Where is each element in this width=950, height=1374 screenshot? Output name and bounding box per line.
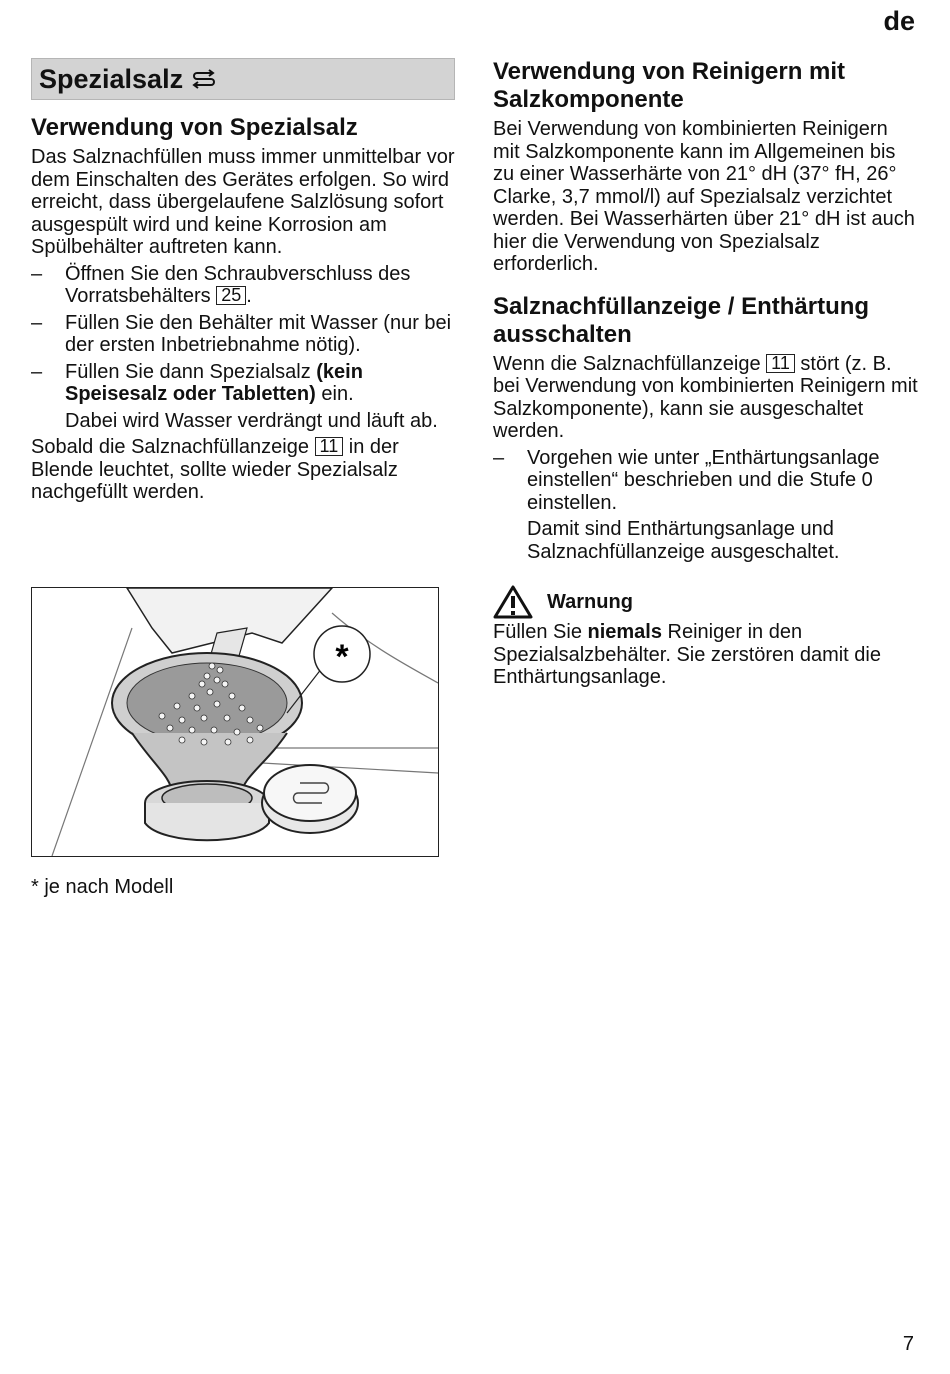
salt-detergents-paragraph: Bei Verwendung von kombinierten Reinigern mit Salzkomponente kann im Allgemeinen bis zu einer Wasserhärte von 21° dH (37° fH, 26° Clarke, 3,7 mmol/l) auf Spezialsalz verzichtet werden. Bei Wasserhärten über 21° dH ist auch hier die Verwendung von Spezialsalz erforderlich.: [493, 118, 915, 275]
step-fill-salt-warning: (kein Speisesalz oder Tabletten): [65, 360, 363, 405]
warning-title: Warnung: [547, 590, 633, 613]
disable-text-start: Wenn die Salznachfüllanzeige: [493, 352, 761, 375]
step-set-level-zero-text: Vorgehen wie unter „Enthärtungsanlage einstellen“ beschrieben und die Stufe 0 einstellen.: [527, 446, 880, 514]
left-column: [31, 58, 455, 504]
heading-disable-indicator: Salznachfüllanzeige / Enthärtung ausschalten: [493, 292, 870, 348]
step-open-cap-text: Öffnen Sie den Schraubverschluss des Vorratsbehälters: [65, 262, 411, 307]
section-title-bar: [31, 58, 455, 100]
step-fill-salt-text: Füllen Sie dann Spezialsalz: [65, 360, 311, 383]
illustration-drawing: [32, 588, 438, 856]
reference-number: 11: [766, 354, 795, 373]
refill-text-start: Sobald die Salznachfüllanzeige: [31, 436, 309, 458]
step-fill-water-text: Füllen Sie den Behälter mit Wasser (nur bei der ersten Inbetriebnahme nötig).: [65, 311, 452, 356]
reference-number: 11: [315, 437, 344, 456]
dash-bullet: –: [493, 446, 505, 469]
warning-triangle-icon: [493, 585, 533, 619]
step-fill-water: [31, 312, 455, 357]
language-code: de: [883, 6, 915, 36]
warning-text-start: Füllen Sie: [493, 621, 582, 643]
disable-text-end: stört (z. B. bei Verwendung von kombinierten Reinigern mit Salzkomponente), kann sie ausgeschaltet werden.: [493, 352, 918, 442]
dash-bullet: –: [31, 311, 43, 334]
section-title: Spezialsalz: [39, 63, 184, 94]
figure-caption: * je nach Modell: [31, 876, 174, 898]
step-fill-salt-note-text: Dabei wird Wasser verdrängt und läuft ab.: [65, 409, 438, 432]
dash-bullet: –: [31, 360, 43, 383]
salt-filling-illustration: [31, 587, 439, 857]
refill-text-end: in der Blende leuchtet, sollte wieder Spezialsalz nachgefüllt werden.: [31, 436, 399, 503]
warning-header: [493, 585, 918, 619]
step-fill-salt-note: [31, 410, 455, 433]
disable-indicator-paragraph: [493, 353, 918, 443]
warning-text-end: Reiniger in den Spezialsalzbehälter. Sie zerstören damit die Enthärtungsanlage.: [493, 621, 881, 688]
step-fill-salt-end: ein.: [321, 383, 354, 405]
step-note-text: Damit sind Enthärtungsanlage und Salznachfüllanzeige ausgeschaltet.: [527, 518, 840, 563]
step-set-level-zero: [493, 447, 918, 515]
step-set-level-zero-note: [493, 518, 918, 563]
figure-asterisk: *: [335, 638, 349, 676]
heading-salt-detergents: Verwendung von Reinigern mit Salzkomponente: [493, 58, 846, 113]
warning-text: [493, 621, 918, 689]
dash-bullet: –: [31, 262, 43, 285]
intro-paragraph: Das Salznachfüllen muss immer unmittelbar vor dem Einschalten des Gerätes erfolgen. So wird erreicht, dass übergelaufene Salzlösung sofort ausgespült wird und keine Korrosion am Spülbehälter auftreten kann.: [31, 146, 455, 258]
step-fill-salt: [31, 361, 455, 406]
salt-refill-icon: [191, 68, 217, 90]
warning-emphasis: niemals: [587, 621, 662, 643]
page-number: 7: [902, 1333, 914, 1355]
heading-special-salt: Verwendung von Spezialsalz: [31, 114, 358, 141]
refill-paragraph: [31, 436, 455, 504]
right-column: [493, 58, 918, 689]
reference-number: 25: [216, 286, 246, 305]
step-open-cap: – Öffnen Sie den Schraubverschluss des Vorratsbehälters 25 .: [31, 262, 411, 307]
